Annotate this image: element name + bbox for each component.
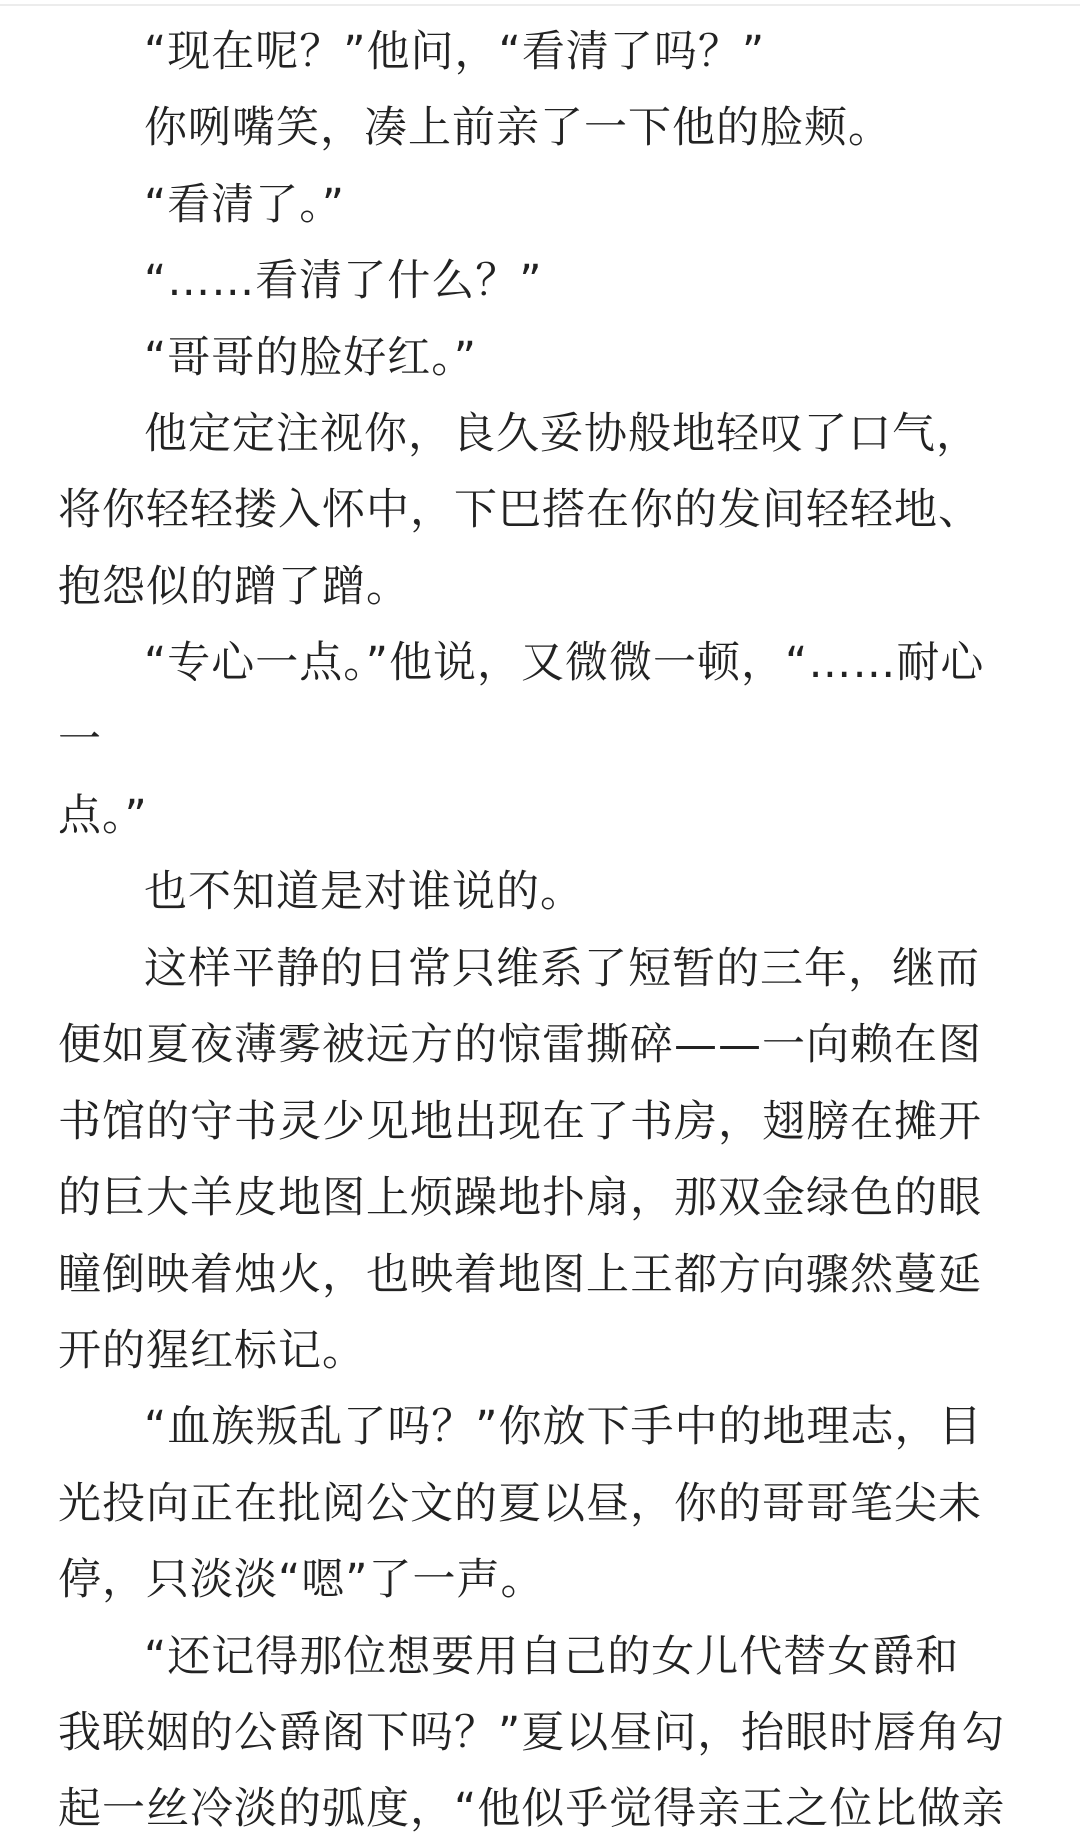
paragraph: “血族叛乱了吗？”你放下手中的地理志，目 光投向正在批阅公文的夏以昼，你的哥哥笔尖未 停，只淡淡“嗯”了一声。 [58, 1402, 983, 1606]
chapter-text [58, 14, 1028, 1848]
paragraph: 他定定注视你，良久妥协般地轻叹了口气， 将你轻轻搂入怀中，下巴搭在你的发间轻轻地、 抱怨似的蹭了蹭。 [58, 409, 982, 612]
paragraph: 你咧嘴笑，凑上前亲了一下他的脸颊。 [144, 103, 892, 154]
paragraph: “哥哥的脸好红。” [144, 332, 478, 383]
paragraph: 这样平静的日常只维系了短暂的三年，继而 便如夏夜薄雾被远方的惊雷撕碎——一向赖在图 书馆的守书灵少见地出现在了书房，翅膀在摊开 的巨大羊皮地图上烦躁地扑扇，那双金绿色的眼 瞳倒映着烛火，也映着地图上王都方向骤然蔓延 开的猩红标记。 [58, 943, 982, 1376]
paragraph: 也不知道是对谁说的。 [144, 867, 584, 918]
paragraph: “……看清了什么？” [144, 256, 543, 307]
paragraph: “现在呢？”他问，“看清了吗？” [144, 27, 766, 77]
paragraph: “专心一点。”他说，又微微一顿，“……耐心一 点。” [58, 638, 985, 842]
paragraph: “还记得那位想要用自己的女儿代替女爵和 我联姻的公爵阁下吗？”夏以昼问，抬眼时唇角勾 起一丝冷淡的弧度，“他似乎觉得亲王之位比做亲 [58, 1631, 1006, 1835]
top-divider [0, 4, 1080, 6]
paragraph: “看清了。” [144, 179, 346, 230]
